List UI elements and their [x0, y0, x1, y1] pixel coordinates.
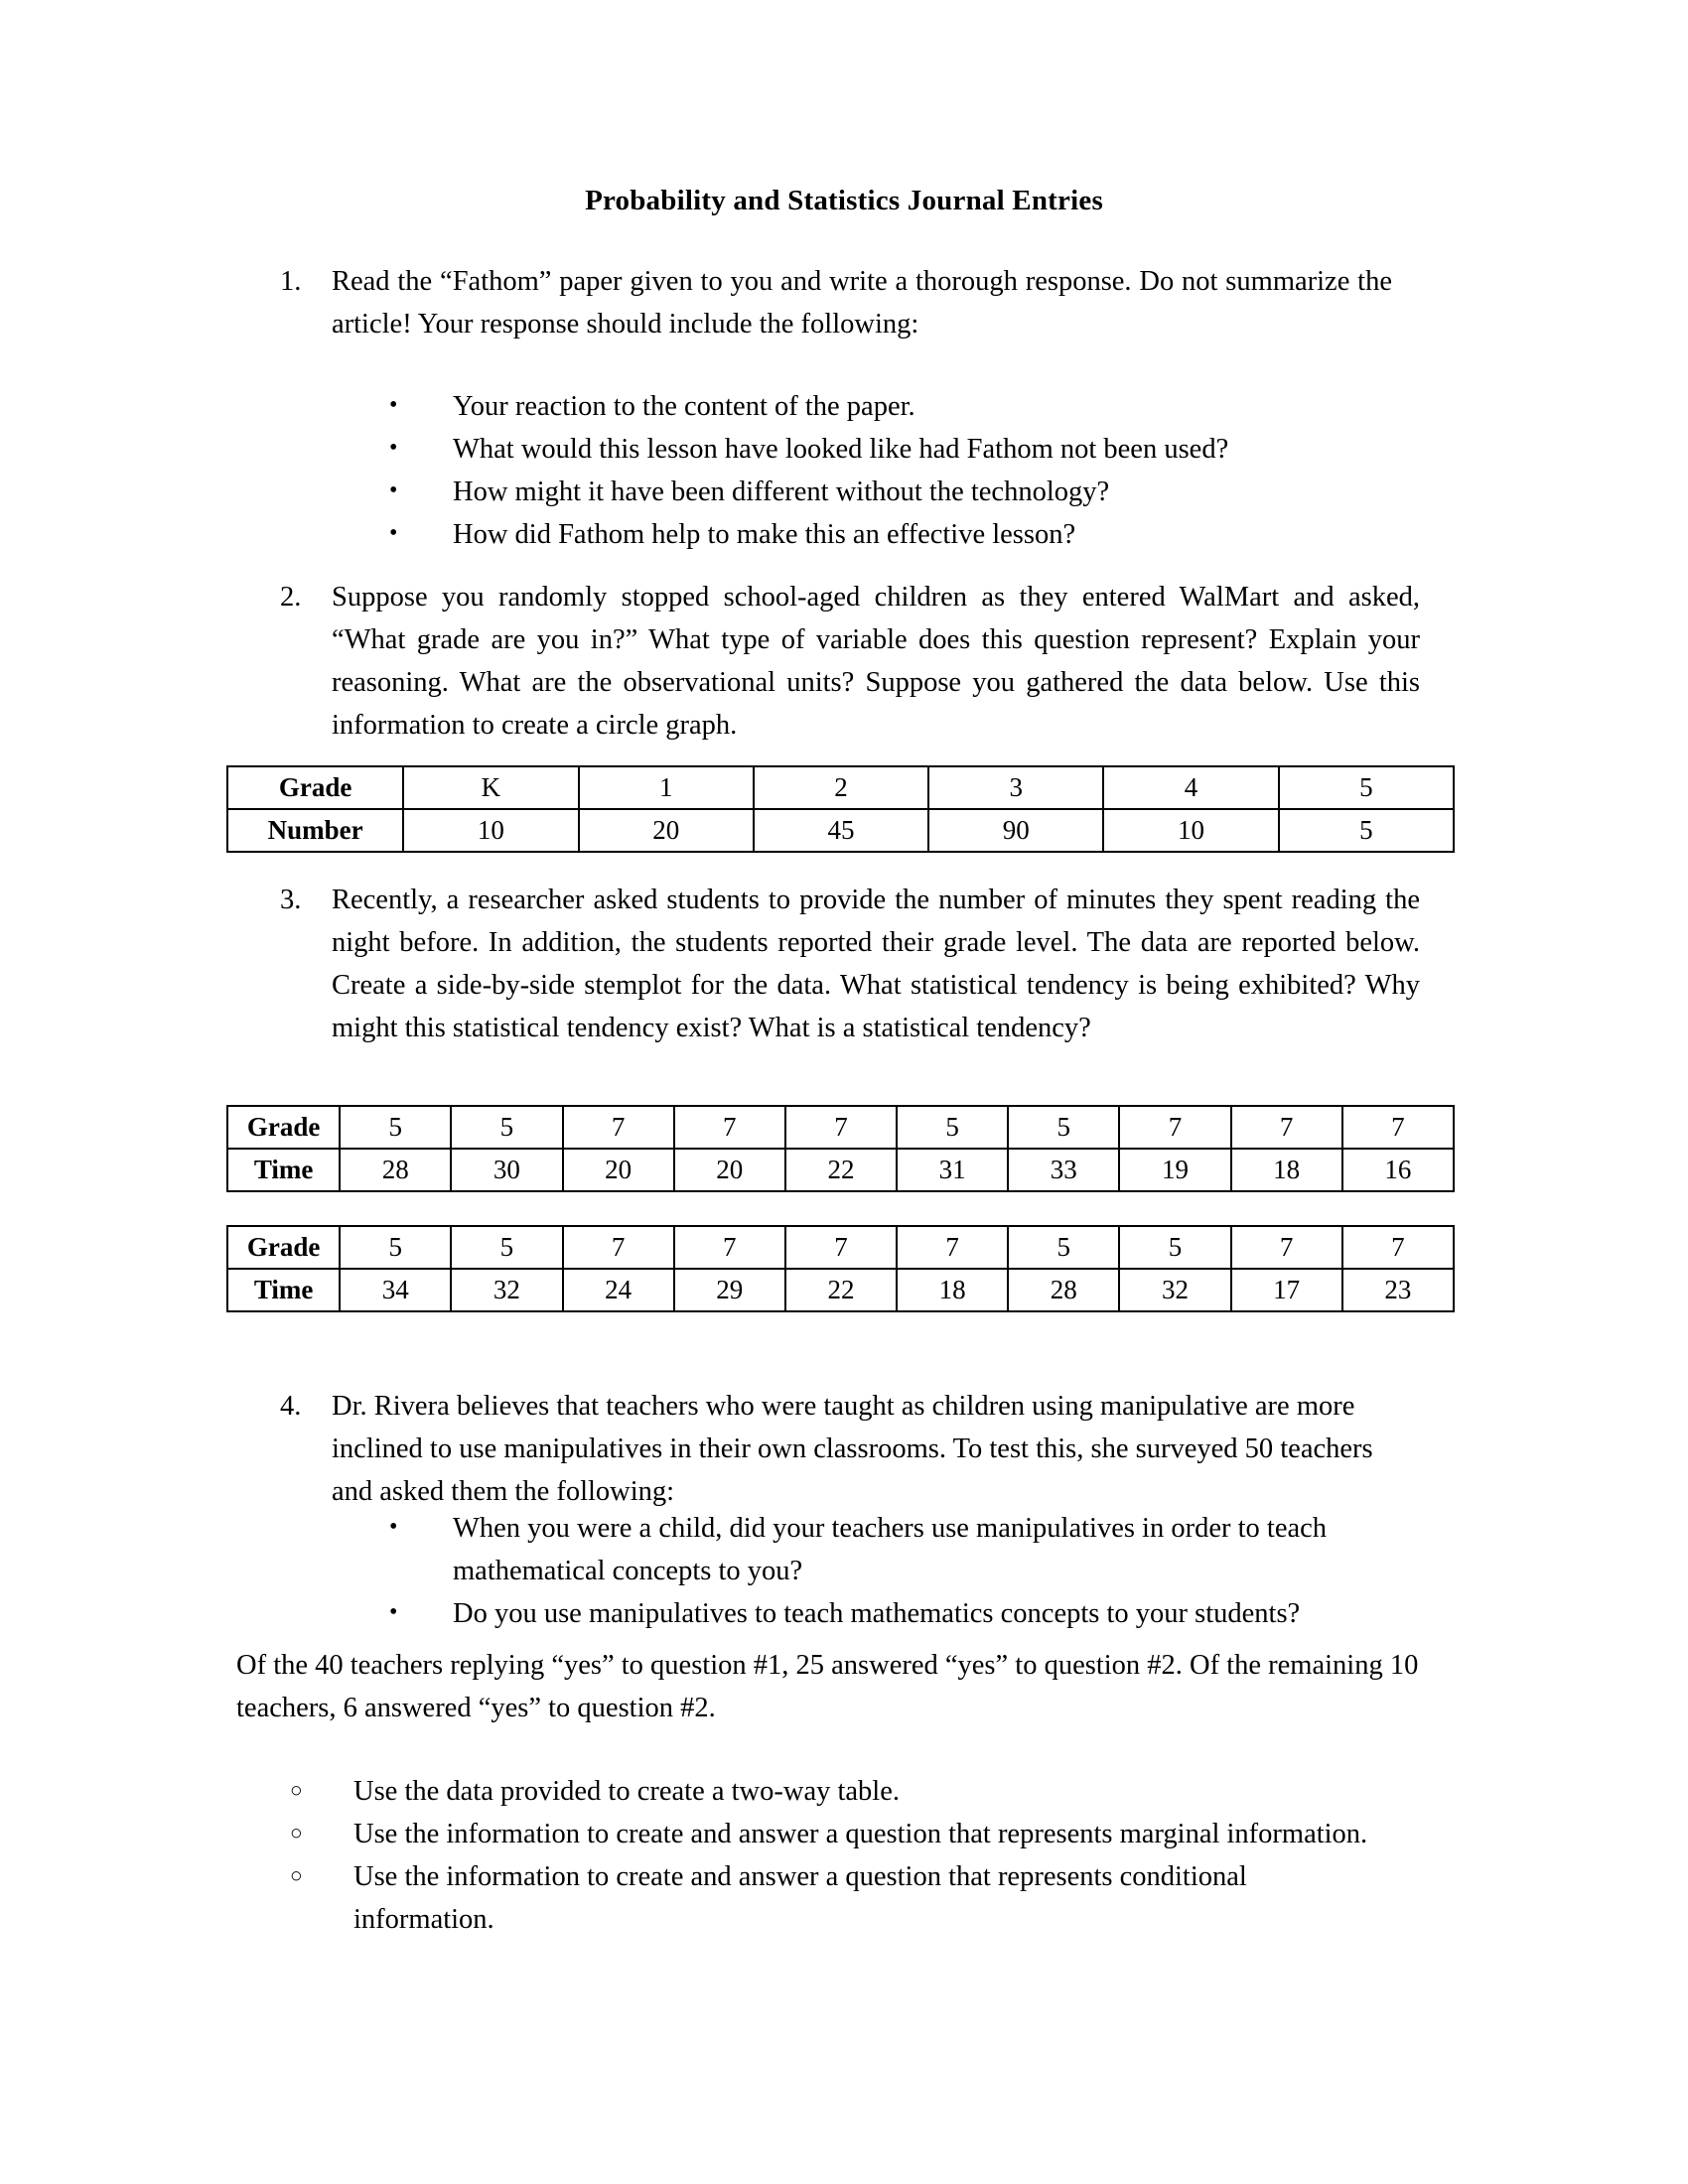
list-item-label: How did Fathom help to make this an effective lesson? — [453, 519, 1076, 550]
circle-bullet-icon: ○ — [290, 1863, 303, 1887]
table-cell: 7 — [1231, 1106, 1342, 1149]
list-item-1-marker: 1. — [280, 266, 302, 297]
table-row — [227, 1226, 1454, 1269]
table-cell: 4 — [1103, 766, 1278, 809]
table-cell: 7 — [563, 1226, 674, 1269]
table-cell: 5 — [1119, 1226, 1230, 1269]
table-cell: 3 — [928, 766, 1103, 809]
table-row — [227, 766, 1454, 809]
table-cell: 5 — [340, 1226, 451, 1269]
row-header: Time — [227, 1149, 340, 1191]
bullet-icon: • — [389, 1599, 398, 1625]
row-header: Number — [227, 809, 403, 852]
list-item-label: When you were a child, did your teachers use manipulatives in order to teach mathematical concepts to you? — [453, 1513, 1328, 1586]
table-cell: 10 — [403, 809, 578, 852]
list-item — [389, 1507, 1430, 1592]
list-item-label: Your reaction to the content of the paper. — [453, 391, 915, 422]
bullet-icon: • — [389, 435, 398, 461]
table-cell: 20 — [563, 1149, 674, 1191]
list-item-label: Do you use manipulatives to teach mathematics concepts to your students? — [453, 1598, 1301, 1629]
table-cell: 31 — [897, 1149, 1008, 1191]
table-cell: 5 — [451, 1106, 562, 1149]
row-header: Grade — [227, 1226, 340, 1269]
table-cell: 5 — [1279, 809, 1454, 852]
list-item-label: What would this lesson have looked like had Fathom not been used? — [453, 434, 1229, 465]
list-item-4 — [280, 1385, 1402, 1513]
table-cell: 1 — [579, 766, 754, 809]
table-cell: 34 — [340, 1269, 451, 1311]
table-cell: 28 — [340, 1149, 451, 1191]
table-cell: 7 — [1342, 1226, 1454, 1269]
list-item — [290, 1855, 1382, 1941]
closing-task-list — [290, 1770, 1382, 1941]
bullet-icon: • — [389, 520, 398, 546]
page-title: Probability and Statistics Journal Entries — [585, 185, 1103, 216]
list-item-2-marker: 2. — [280, 582, 302, 613]
table-row — [227, 809, 1454, 852]
table-cell: K — [403, 766, 578, 809]
bullet-icon: • — [389, 392, 398, 418]
table-cell: 7 — [563, 1106, 674, 1149]
list-item-3-marker: 3. — [280, 885, 302, 915]
table-cell: 5 — [1008, 1226, 1119, 1269]
list-item-2 — [280, 576, 1420, 747]
table-cell: 23 — [1342, 1269, 1454, 1311]
list-item — [389, 471, 1402, 513]
list-item-2-text: Suppose you randomly stopped school-aged children as they entered WalMart and asked, “What grade are you in?” What type of variable does this question represent? Explain your reasoning. What are the observational units? Suppose you gathered the data below. Use this information to create a circle graph. — [332, 582, 1420, 741]
table-cell: 22 — [785, 1269, 897, 1311]
closing-paragraph: Of the 40 teachers replying “yes” to question #1, 25 answered “yes” to question #2. Of the remaining 10 teachers, 6 answered “yes” to question #2. — [236, 1650, 1419, 1723]
table-cell: 18 — [1231, 1149, 1342, 1191]
table-row — [227, 1106, 1454, 1149]
list-item — [389, 1592, 1430, 1635]
list-item-1-bullets — [389, 385, 1402, 556]
table-cell: 5 — [451, 1226, 562, 1269]
table-cell: 32 — [1119, 1269, 1230, 1311]
table-cell: 20 — [674, 1149, 785, 1191]
table-cell: 10 — [1103, 809, 1278, 852]
table-cell: 7 — [1119, 1106, 1230, 1149]
table-cell: 5 — [340, 1106, 451, 1149]
table-cell: 24 — [563, 1269, 674, 1311]
list-item — [290, 1770, 1382, 1813]
table-cell: 7 — [674, 1226, 785, 1269]
list-item-1-text: Read the “Fathom” paper given to you and write a thorough response. Do not summarize the article! Your response should include the following: — [332, 266, 1392, 340]
table-cell: 33 — [1008, 1149, 1119, 1191]
table-reading-time-2 — [226, 1225, 1455, 1312]
table-cell: 7 — [785, 1106, 897, 1149]
list-item — [389, 428, 1402, 471]
table-cell: 5 — [1279, 766, 1454, 809]
list-item-4-marker: 4. — [280, 1391, 302, 1422]
table-cell: 29 — [674, 1269, 785, 1311]
table-row — [227, 1149, 1454, 1191]
list-item-label: Use the information to create and answer a question that represents conditional information. — [353, 1861, 1247, 1935]
list-item-3 — [280, 879, 1420, 1049]
table-reading-time-1 — [226, 1105, 1455, 1192]
row-header: Time — [227, 1269, 340, 1311]
circle-bullet-icon: ○ — [290, 1821, 303, 1844]
table-cell: 32 — [451, 1269, 562, 1311]
table-cell: 7 — [785, 1226, 897, 1269]
table-cell: 19 — [1119, 1149, 1230, 1191]
table-cell: 20 — [579, 809, 754, 852]
table-cell: 22 — [785, 1149, 897, 1191]
bullet-icon: • — [389, 1514, 398, 1540]
table-cell: 17 — [1231, 1269, 1342, 1311]
table-cell: 18 — [897, 1269, 1008, 1311]
table-cell: 7 — [674, 1106, 785, 1149]
table-cell: 90 — [928, 809, 1103, 852]
table-cell: 28 — [1008, 1269, 1119, 1311]
list-item-4-bullets — [389, 1507, 1430, 1635]
list-item — [389, 385, 1402, 428]
table-row — [227, 1269, 1454, 1311]
table-grade-counts — [226, 765, 1455, 853]
table-cell: 45 — [754, 809, 928, 852]
table-cell: 2 — [754, 766, 928, 809]
list-item — [389, 513, 1402, 556]
row-header: Grade — [227, 1106, 340, 1149]
table-cell: 7 — [1342, 1106, 1454, 1149]
row-header: Grade — [227, 766, 403, 809]
table-cell: 5 — [1008, 1106, 1119, 1149]
table-cell: 7 — [897, 1226, 1008, 1269]
list-item-label: Use the data provided to create a two-way table. — [353, 1776, 900, 1807]
table-cell: 16 — [1342, 1149, 1454, 1191]
list-item-4-text: Dr. Rivera believes that teachers who were taught as children using manipulative are more inclined to use manipulatives in their own classrooms. To test this, she surveyed 50 teachers and asked them the following: — [332, 1391, 1373, 1507]
list-item-1 — [280, 260, 1392, 345]
table-cell: 30 — [451, 1149, 562, 1191]
list-item — [290, 1813, 1382, 1855]
table-cell: 5 — [897, 1106, 1008, 1149]
bullet-icon: • — [389, 478, 398, 503]
list-item-label: Use the information to create and answer a question that represents marginal information. — [353, 1819, 1368, 1849]
table-cell: 7 — [1231, 1226, 1342, 1269]
list-item-3-text: Recently, a researcher asked students to provide the number of minutes they spent reading the night before. In addition, the students reported their grade level. The data are reported below. Create a side-by-side stemplot for the data. What statistical tendency is being exhibited? Why might this statistical tendency exist? What is a statistical tendency? — [332, 885, 1420, 1043]
circle-bullet-icon: ○ — [290, 1778, 303, 1802]
list-item-label: How might it have been different without the technology? — [453, 477, 1110, 507]
